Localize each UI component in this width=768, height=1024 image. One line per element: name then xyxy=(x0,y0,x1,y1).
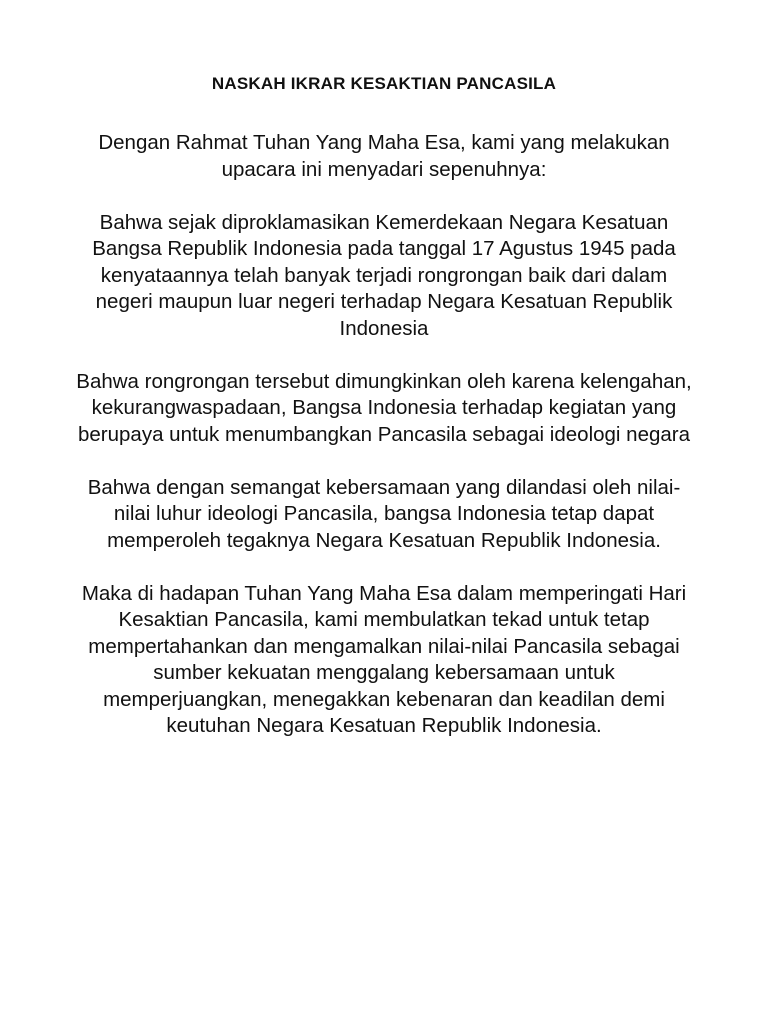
paragraph-rongrongan: Bahwa rongrongan tersebut dimungkinkan oleh karena kelengahan, kekurangwaspadaan, Bangsa Indonesia terhadap kegiatan yang berupaya untuk menumbangkan Pancasila sebagai ideologi negara xyxy=(76,369,692,446)
document-title: NASKAH IKRAR KESAKTIAN PANCASILA xyxy=(211,74,557,93)
paragraph-proclamation: Bahwa sejak diproklamasikan Kemerdekaan Negara Kesatuan Bangsa Republik Indonesia pada tanggal 17 Agustus 1945 pada kenyataannya telah banyak terjadi rongrongan baik dari dalam negeri maupun luar negeri terhadap Negara Kesatuan Republik Indonesia xyxy=(92,210,676,340)
paragraph-ikrar: Maka di hadapan Tuhan Yang Maha Esa dalam memperingati Hari Kesaktian Pancasila, kami membulatkan tekad untuk tetap mempertahankan dan mengamalkan nilai-nilai Pancasila sebagai sumber kekuatan menggalang kebersamaan untuk memperjuangkan, menegakkan kebenaran dan keadilan demi keutuhan Negara Kesatuan Republik Indonesia. xyxy=(81,581,687,737)
paragraph-opening: Dengan Rahmat Tuhan Yang Maha Esa, kami yang melakukan upacara ini menyadari sepenuhnya: xyxy=(98,131,670,181)
paragraph-kebersamaan: Bahwa dengan semangat kebersamaan yang dilandasi oleh nilai-nilai luhur ideologi Pancasila, bangsa Indonesia tetap dapat memperoleh tegaknya Negara Kesatuan Republik Indonesia. xyxy=(87,475,681,552)
